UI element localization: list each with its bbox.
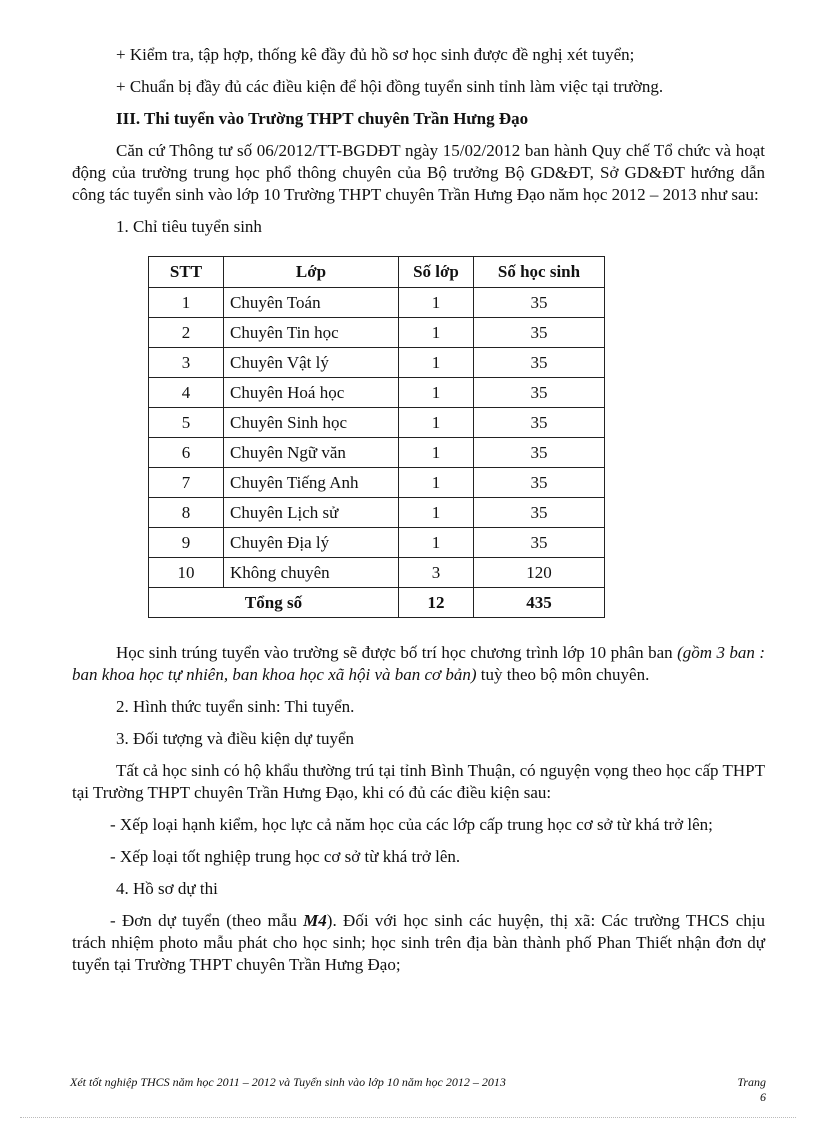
header-stt: STT — [149, 257, 224, 288]
table-row — [149, 288, 605, 318]
paragraph-check-records: + Kiểm tra, tập hợp, thống kê đầy đủ hồ sơ học sinh được đề nghị xét tuyển; — [116, 45, 635, 64]
cell-class-count: 1 — [399, 498, 474, 528]
cell-class: Chuyên Sinh học — [224, 408, 399, 438]
cell-class-count: 1 — [399, 438, 474, 468]
total-classes: 12 — [399, 588, 474, 618]
table-row — [149, 348, 605, 378]
item-2-admission-form: 2. Hình thức tuyển sinh: Thi tuyển. — [116, 697, 355, 716]
cell-class: Chuyên Địa lý — [224, 528, 399, 558]
cell-class-count: 1 — [399, 318, 474, 348]
cell-stt: 8 — [149, 498, 224, 528]
cell-student-count: 35 — [474, 288, 605, 318]
cell-class: Chuyên Tin học — [224, 318, 399, 348]
total-label: Tổng số — [149, 588, 399, 618]
paragraph-legal-basis: Căn cứ Thông tư số 06/2012/TT-BGDĐT ngày 15/02/2012 ban hành Quy chế Tổ chức và hoạt động của trường trung học phổ thông chuyên của Bộ trưởng Bộ GD&ĐT, Sở GD&ĐT hướng dẫn công tác tuyển sinh vào lớp 10 Trường THPT chuyên Trần Hưng Đạo năm học 2012 – 2013 như sau: — [72, 141, 765, 204]
cell-student-count: 35 — [474, 528, 605, 558]
cell-stt: 2 — [149, 318, 224, 348]
cell-stt: 4 — [149, 378, 224, 408]
cell-student-count: 35 — [474, 498, 605, 528]
paragraph-eligibility: Tất cả học sinh có hộ khẩu thường trú tại tỉnh Bình Thuận, có nguyện vọng theo học cấp THPT tại Trường THPT chuyên Trần Hưng Đạo, khi có đủ các điều kiện sau: — [72, 761, 765, 802]
table-row — [149, 408, 605, 438]
cell-class: Chuyên Hoá học — [224, 378, 399, 408]
cell-class: Chuyên Vật lý — [224, 348, 399, 378]
cell-student-count: 120 — [474, 558, 605, 588]
cell-stt: 1 — [149, 288, 224, 318]
streams-text-start: Học sinh trúng tuyển vào trường sẽ được bố trí học chương trình lớp 10 phân ban — [116, 643, 673, 662]
document-page — [72, 44, 765, 986]
cell-class: Chuyên Toán — [224, 288, 399, 318]
footer-page-number: 6 — [760, 1090, 766, 1104]
cell-student-count: 35 — [474, 438, 605, 468]
cell-student-count: 35 — [474, 348, 605, 378]
form-code-m4: M4 — [303, 911, 327, 930]
paragraph-streams — [72, 642, 765, 686]
cell-class-count: 1 — [399, 528, 474, 558]
cell-stt: 5 — [149, 408, 224, 438]
header-class: Lớp — [224, 257, 399, 288]
paragraph-graduation-requirement: - Xếp loại tốt nghiệp trung học cơ sở từ khá trở lên. — [110, 847, 461, 866]
table-header-row — [149, 257, 605, 288]
cell-student-count: 35 — [474, 468, 605, 498]
cell-class: Chuyên Tiếng Anh — [224, 468, 399, 498]
paragraph-application-form — [72, 910, 765, 976]
footer-page — [737, 1075, 766, 1105]
table-body — [149, 288, 605, 588]
cell-stt: 9 — [149, 528, 224, 558]
cell-stt: 3 — [149, 348, 224, 378]
table-total-row — [149, 588, 605, 618]
cell-class-count: 1 — [399, 348, 474, 378]
section-heading-iii: III. Thi tuyển vào Trường THPT chuyên Trần Hưng Đạo — [116, 109, 529, 128]
table-row — [149, 378, 605, 408]
table-row — [149, 468, 605, 498]
cell-class: Chuyên Ngữ văn — [224, 438, 399, 468]
cell-class-count: 1 — [399, 288, 474, 318]
application-text-end: ). Đối với học sinh các huyện, thị xã: Các trường THCS chịu trách nhiệm photo mẫu phát cho học sinh; học sinh trên địa bàn thành phố Phan Thiết nhận đơn dự tuyển tại Trường THPT chuyên Trần Hưng Đạo; — [72, 911, 765, 974]
item-4-application-file: 4. Hồ sơ dự thi — [116, 879, 218, 898]
item-1-quota: 1. Chỉ tiêu tuyển sinh — [116, 217, 262, 236]
table-row — [149, 438, 605, 468]
cell-stt: 7 — [149, 468, 224, 498]
streams-text-italic: (gồm 3 ban : ban khoa học tự nhiên, ban khoa học xã hội và ban cơ bản) — [72, 643, 766, 684]
cell-class: Chuyên Lịch sử — [224, 498, 399, 528]
table-row — [149, 318, 605, 348]
header-class-count: Số lớp — [399, 257, 474, 288]
footer-page-label: Trang — [737, 1075, 766, 1089]
paragraph-conduct-requirement: - Xếp loại hạnh kiểm, học lực cả năm học của các lớp cấp trung học cơ sở từ khá trở lên; — [110, 815, 713, 834]
cell-class-count: 3 — [399, 558, 474, 588]
footer-divider — [20, 1117, 796, 1118]
cell-student-count: 35 — [474, 378, 605, 408]
cell-class-count: 1 — [399, 408, 474, 438]
cell-class-count: 1 — [399, 378, 474, 408]
table-row — [149, 528, 605, 558]
cell-stt: 6 — [149, 438, 224, 468]
cell-class-count: 1 — [399, 468, 474, 498]
quota-table — [148, 256, 605, 618]
total-students: 435 — [474, 588, 605, 618]
footer-title: Xét tốt nghiệp THCS năm học 2011 – 2012 và Tuyển sinh vào lớp 10 năm học 2012 – 2013 — [70, 1075, 506, 1089]
cell-class: Không chuyên — [224, 558, 399, 588]
application-text-start: - Đơn dự tuyển (theo mẫu — [110, 911, 304, 930]
table-row — [149, 558, 605, 588]
header-student-count: Số học sinh — [474, 257, 605, 288]
table-row — [149, 498, 605, 528]
streams-text-end: tuỳ theo bộ môn chuyên. — [476, 665, 650, 684]
item-3-eligibility: 3. Đối tượng và điều kiện dự tuyển — [116, 729, 354, 748]
cell-student-count: 35 — [474, 318, 605, 348]
cell-student-count: 35 — [474, 408, 605, 438]
cell-stt: 10 — [149, 558, 224, 588]
paragraph-prepare-conditions: + Chuẩn bị đầy đủ các điều kiện để hội đồng tuyển sinh tỉnh làm việc tại trường. — [116, 77, 664, 96]
